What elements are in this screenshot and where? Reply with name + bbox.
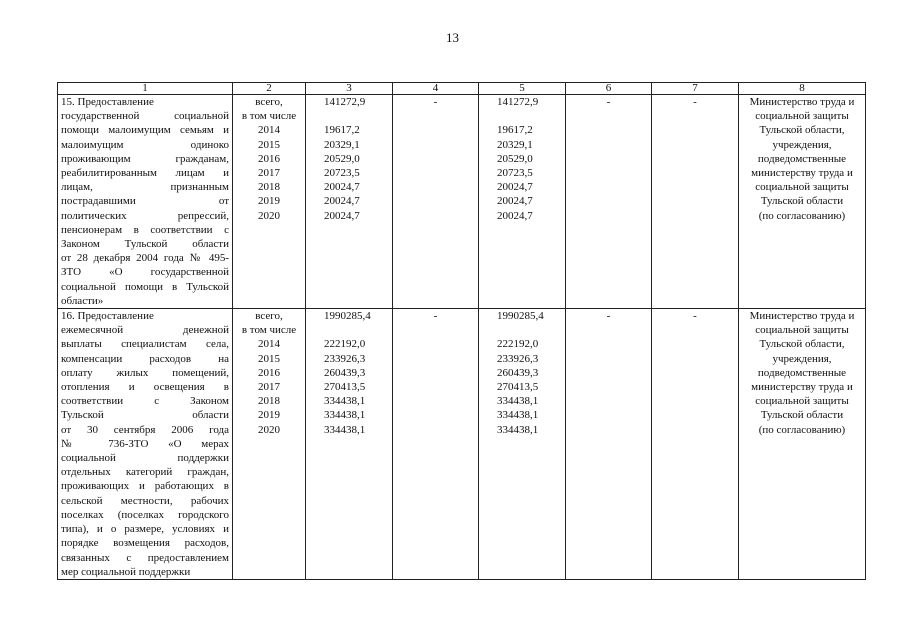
description-line: поселках (поселках городского (61, 508, 229, 521)
cell-line: Тульской области, (759, 338, 845, 351)
description-line: Законом Тульской области (61, 238, 229, 251)
description-line: проживающим гражданам, (61, 152, 229, 165)
description-line: малоимущим одиноко (61, 138, 229, 151)
cell-line: подведомственные (757, 152, 847, 165)
col6-cell (566, 309, 652, 580)
total-amount-cell (306, 95, 393, 309)
header-cell: 4 (393, 83, 479, 95)
cell-line: 2016 (258, 366, 280, 379)
description-line: мер социальной поддержки (61, 565, 191, 578)
cell-line: 19617,2 (324, 124, 360, 137)
cell-line: 20329,1 (497, 138, 533, 151)
cell-line: 334438,1 (497, 423, 539, 436)
cell-line: 2019 (258, 195, 280, 208)
regional-amount-cell (479, 309, 566, 580)
cell-line: 334438,1 (324, 395, 366, 408)
description-line: связанных с предоставлением (61, 551, 229, 564)
col7-cell (652, 95, 739, 309)
table-row (58, 309, 866, 580)
cell-line: 2020 (258, 209, 280, 222)
cell-line: Министерство труда и (749, 310, 855, 323)
description-line: помощи малоимущим семьям и (61, 124, 229, 137)
description-line: пострадавшими от (61, 195, 229, 208)
regional-amount-cell (479, 95, 566, 309)
cell-value: - (606, 96, 611, 108)
cell-line: 1990285,4 (497, 310, 544, 323)
col4-cell (393, 309, 479, 580)
description-line: выплаты специалистам села, (61, 338, 229, 351)
cell-line: социальной защиты (755, 395, 849, 408)
description-line: государственной социальной (61, 110, 229, 123)
cell-line: 20329,1 (324, 138, 360, 151)
description-line: Тульской области (61, 409, 229, 422)
description-line: отдельных категорий граждан, (61, 466, 229, 479)
header-cell: 3 (306, 83, 393, 95)
description-line: проживающих и работающих в (61, 480, 229, 493)
cell-line: 20024,7 (324, 209, 360, 222)
header-cell: 2 (233, 83, 306, 95)
cell-line: 334438,1 (497, 395, 539, 408)
description-line: области» (61, 294, 104, 307)
cell-line: 334438,1 (324, 409, 366, 422)
cell-line: социальной защиты (755, 324, 849, 337)
description-line: сельской местности, рабочих (61, 494, 229, 507)
page-number: 13 (446, 30, 459, 45)
period-cell (233, 95, 306, 309)
cell-line: 222192,0 (497, 338, 539, 351)
total-amount-cell (306, 309, 393, 580)
cell-line: 260439,3 (497, 366, 539, 379)
cell-line: 20024,7 (497, 209, 533, 222)
description-line: компенсации расходов на (61, 352, 229, 365)
cell-line: в том числе (241, 110, 297, 123)
cell-line: министерству труда и (751, 167, 853, 180)
cell-line: 20024,7 (497, 195, 533, 208)
description-line: социальной поддержки (61, 452, 229, 465)
cell-line: 2020 (258, 423, 280, 436)
responsible-cell (739, 309, 866, 580)
header-cell: 7 (652, 83, 739, 95)
description-line: № 736-ЗТО «О мерах (61, 437, 229, 450)
table-row (58, 95, 866, 309)
cell-line: Министерство труда и (749, 96, 855, 108)
cell-line: 20723,5 (497, 167, 533, 180)
cell-line: всего, (255, 96, 283, 108)
cell-line (324, 109, 389, 123)
col4-cell (393, 95, 479, 309)
cell-line: 2016 (258, 152, 280, 165)
header-cell: 5 (479, 83, 566, 95)
cell-line: 2017 (258, 381, 280, 394)
cell-line: Тульской области, (759, 124, 845, 137)
cell-value: - (433, 310, 438, 323)
description-line: ЗТО «О государственной (61, 266, 229, 279)
cell-line: 334438,1 (497, 409, 539, 422)
measure-description-cell (58, 309, 233, 580)
responsible-cell (739, 95, 866, 309)
cell-line: подведомственные (757, 366, 847, 379)
cell-value: - (433, 96, 438, 108)
description-line: от 28 декабря 2004 года № 495- (61, 252, 229, 265)
cell-line: 222192,0 (324, 338, 366, 351)
cell-line: Тульской области (760, 409, 844, 422)
cell-line: 20024,7 (324, 195, 360, 208)
cell-line: социальной защиты (755, 110, 849, 123)
cell-value: - (606, 310, 611, 323)
cell-line: 233926,3 (324, 352, 366, 365)
description-line: порядке возмещения расходов, (61, 537, 229, 550)
description-line: ежемесячной денежной (61, 324, 229, 337)
cell-line: 141272,9 (324, 96, 366, 108)
cell-line: 20024,7 (324, 181, 360, 194)
cell-line (324, 323, 389, 337)
program-table (57, 82, 866, 580)
cell-line: 1990285,4 (324, 310, 371, 323)
description-line: 15. Предоставление (61, 96, 154, 108)
cell-line: учреждения, (772, 352, 832, 365)
cell-line: 270413,5 (497, 381, 539, 394)
description-line: лицам, признанным (61, 181, 229, 194)
cell-value: - (693, 310, 697, 323)
cell-line: 2015 (258, 138, 280, 151)
cell-line: 20723,5 (324, 167, 360, 180)
cell-value: - (693, 96, 697, 108)
cell-line: 2014 (258, 124, 280, 137)
description-line: типа), и о размере, условиях и (61, 523, 229, 536)
header-cell: 1 (58, 83, 233, 95)
cell-line: 20529,0 (324, 152, 360, 165)
cell-line: министерству труда и (751, 381, 853, 394)
cell-line: социальной защиты (755, 181, 849, 194)
cell-line: (по согласованию) (758, 209, 846, 222)
cell-line: в том числе (241, 324, 297, 337)
cell-line: 20024,7 (497, 181, 533, 194)
cell-line: 334438,1 (324, 423, 366, 436)
cell-line: 270413,5 (324, 381, 366, 394)
description-line: соответствии с Законом (61, 395, 229, 408)
cell-line: 233926,3 (497, 352, 539, 365)
cell-line (497, 323, 562, 337)
cell-line: 20529,0 (497, 152, 533, 165)
cell-line: 2018 (258, 395, 280, 408)
cell-line: 141272,9 (497, 96, 539, 108)
header-row (58, 83, 866, 95)
cell-line: 2017 (258, 167, 280, 180)
description-line: отопления и освещения в (61, 381, 229, 394)
header-cell: 8 (739, 83, 866, 95)
cell-line (497, 109, 562, 123)
description-line: пенсионерам в соответствии с (61, 223, 229, 236)
description-line: оплату жилых помещений, (61, 366, 229, 379)
description-line: от 30 сентября 2006 года (61, 423, 229, 436)
description-line: реабилитированным лицам и (61, 167, 229, 180)
cell-line: 2014 (258, 338, 280, 351)
description-line: политических репрессий, (61, 209, 229, 222)
col7-cell (652, 309, 739, 580)
cell-line: учреждения, (772, 138, 832, 151)
cell-line: 2015 (258, 352, 280, 365)
cell-line: 2018 (258, 181, 280, 194)
header-cell: 6 (566, 83, 652, 95)
description-line: социальной помощи в Тульской (61, 280, 229, 293)
cell-line: 19617,2 (497, 124, 533, 137)
cell-line: Тульской области (760, 195, 844, 208)
cell-line: 260439,3 (324, 366, 366, 379)
measure-description-cell (58, 95, 233, 309)
cell-line: (по согласованию) (758, 423, 846, 436)
col6-cell (566, 95, 652, 309)
cell-line: всего, (255, 310, 283, 323)
cell-line: 2019 (258, 409, 280, 422)
description-line: 16. Предоставление (61, 310, 154, 323)
period-cell (233, 309, 306, 580)
